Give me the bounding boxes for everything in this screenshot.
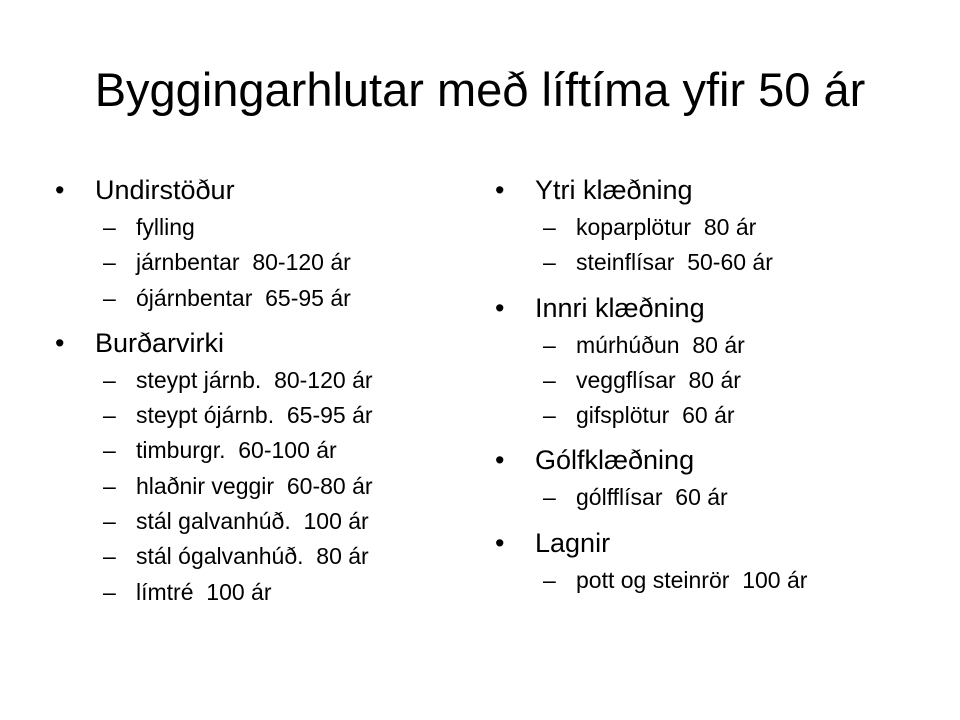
- list-item: [103, 433, 475, 468]
- dash-icon: –: [103, 437, 116, 464]
- list-item-text: veggflísar 80 ár: [576, 366, 741, 393]
- sub-list: [55, 210, 475, 316]
- list-item-text: ójárnbentar 65-95 ár: [136, 284, 351, 311]
- sub-list: [495, 563, 915, 598]
- group-ytri-klaedning: [495, 170, 915, 281]
- dash-icon: –: [103, 284, 116, 311]
- list-item: [103, 245, 475, 280]
- bullet-heading: [55, 323, 475, 363]
- dash-icon: –: [103, 508, 116, 535]
- bullet-icon: •: [55, 175, 65, 205]
- list-item: [543, 328, 915, 363]
- list-item: [103, 363, 475, 398]
- slide-title: Byggingarhlutar með líftíma yfir 50 ár: [94, 63, 866, 116]
- list-item: [543, 398, 915, 433]
- group-innri-klaedning: [495, 288, 915, 434]
- group-golfklaedning: [495, 440, 915, 515]
- dash-icon: –: [543, 566, 556, 593]
- list-item-text: stál galvanhúð. 100 ár: [136, 508, 369, 535]
- bullet-icon: •: [495, 175, 505, 205]
- dash-icon: –: [103, 472, 116, 499]
- list-item: [103, 575, 475, 610]
- list-item-text: pott og steinrör 100 ár: [576, 566, 808, 593]
- left-column: [55, 170, 475, 617]
- list-item-text: gólfflísar 60 ár: [576, 484, 728, 511]
- group-undirstodur: [55, 170, 475, 316]
- list-item-text: járnbentar 80-120 ár: [136, 249, 351, 276]
- dash-icon: –: [103, 249, 116, 276]
- sub-list: [495, 328, 915, 434]
- list-item: [103, 398, 475, 433]
- list-item-text: steypt ójárnb. 65-95 ár: [136, 402, 373, 429]
- bullet-heading: [495, 288, 915, 328]
- list-item: [543, 480, 915, 515]
- bullet-heading: [495, 440, 915, 480]
- bullet-heading-text: Burðarvirki: [95, 327, 225, 358]
- list-item-text: múrhúðun 80 ár: [576, 331, 745, 358]
- dash-icon: –: [103, 214, 116, 240]
- bullet-heading: [495, 523, 915, 563]
- dash-icon: –: [543, 214, 556, 240]
- bullet-heading: [55, 170, 475, 210]
- dash-icon: –: [103, 543, 116, 570]
- dash-icon: –: [543, 366, 556, 393]
- list-item-text: gifsplötur 60 ár: [576, 402, 735, 429]
- list-item-text: stál ógalvanhúð. 80 ár: [136, 543, 369, 570]
- list-item-text: steypt járnb. 80-120 ár: [136, 366, 373, 393]
- bullet-icon: •: [495, 292, 505, 323]
- list-item: [103, 539, 475, 574]
- bullet-heading: [495, 170, 915, 210]
- list-item-text: límtré 100 ár: [136, 578, 272, 605]
- right-column: [495, 170, 915, 605]
- list-item-text: steinflísar 50-60 ár: [576, 249, 773, 276]
- bullet-heading-text: Undirstöður: [95, 175, 235, 205]
- list-item-text: fylling: [136, 214, 195, 240]
- bullet-heading-text: Ytri klæðning: [535, 175, 693, 205]
- list-item-text: hlaðnir veggir 60-80 ár: [136, 472, 373, 499]
- dash-icon: –: [543, 484, 556, 511]
- bullet-heading-text: Lagnir: [535, 527, 611, 558]
- sub-list: [495, 480, 915, 515]
- bullet-heading-text: Gólfklæðning: [535, 445, 695, 476]
- group-lagnir: [495, 523, 915, 598]
- dash-icon: –: [103, 366, 116, 393]
- list-item: [103, 281, 475, 316]
- sub-list: [55, 363, 475, 610]
- list-item: [103, 504, 475, 539]
- list-item-text: timburgr. 60-100 ár: [136, 437, 337, 464]
- dash-icon: –: [543, 249, 556, 276]
- sub-list: [495, 210, 915, 281]
- bullet-icon: •: [495, 445, 505, 476]
- group-burdarvirki: [55, 323, 475, 610]
- list-item: [543, 563, 915, 598]
- list-item: [543, 245, 915, 280]
- list-item-text: koparplötur 80 ár: [576, 214, 757, 240]
- dash-icon: –: [103, 402, 116, 429]
- bullet-icon: •: [55, 327, 65, 358]
- list-item: [103, 210, 475, 245]
- list-item: [103, 469, 475, 504]
- bullet-icon: •: [495, 527, 505, 558]
- dash-icon: –: [543, 331, 556, 358]
- dash-icon: –: [103, 578, 116, 605]
- bullet-heading-text: Innri klæðning: [535, 292, 705, 323]
- dash-icon: –: [543, 402, 556, 429]
- list-item: [543, 210, 915, 245]
- list-item: [543, 363, 915, 398]
